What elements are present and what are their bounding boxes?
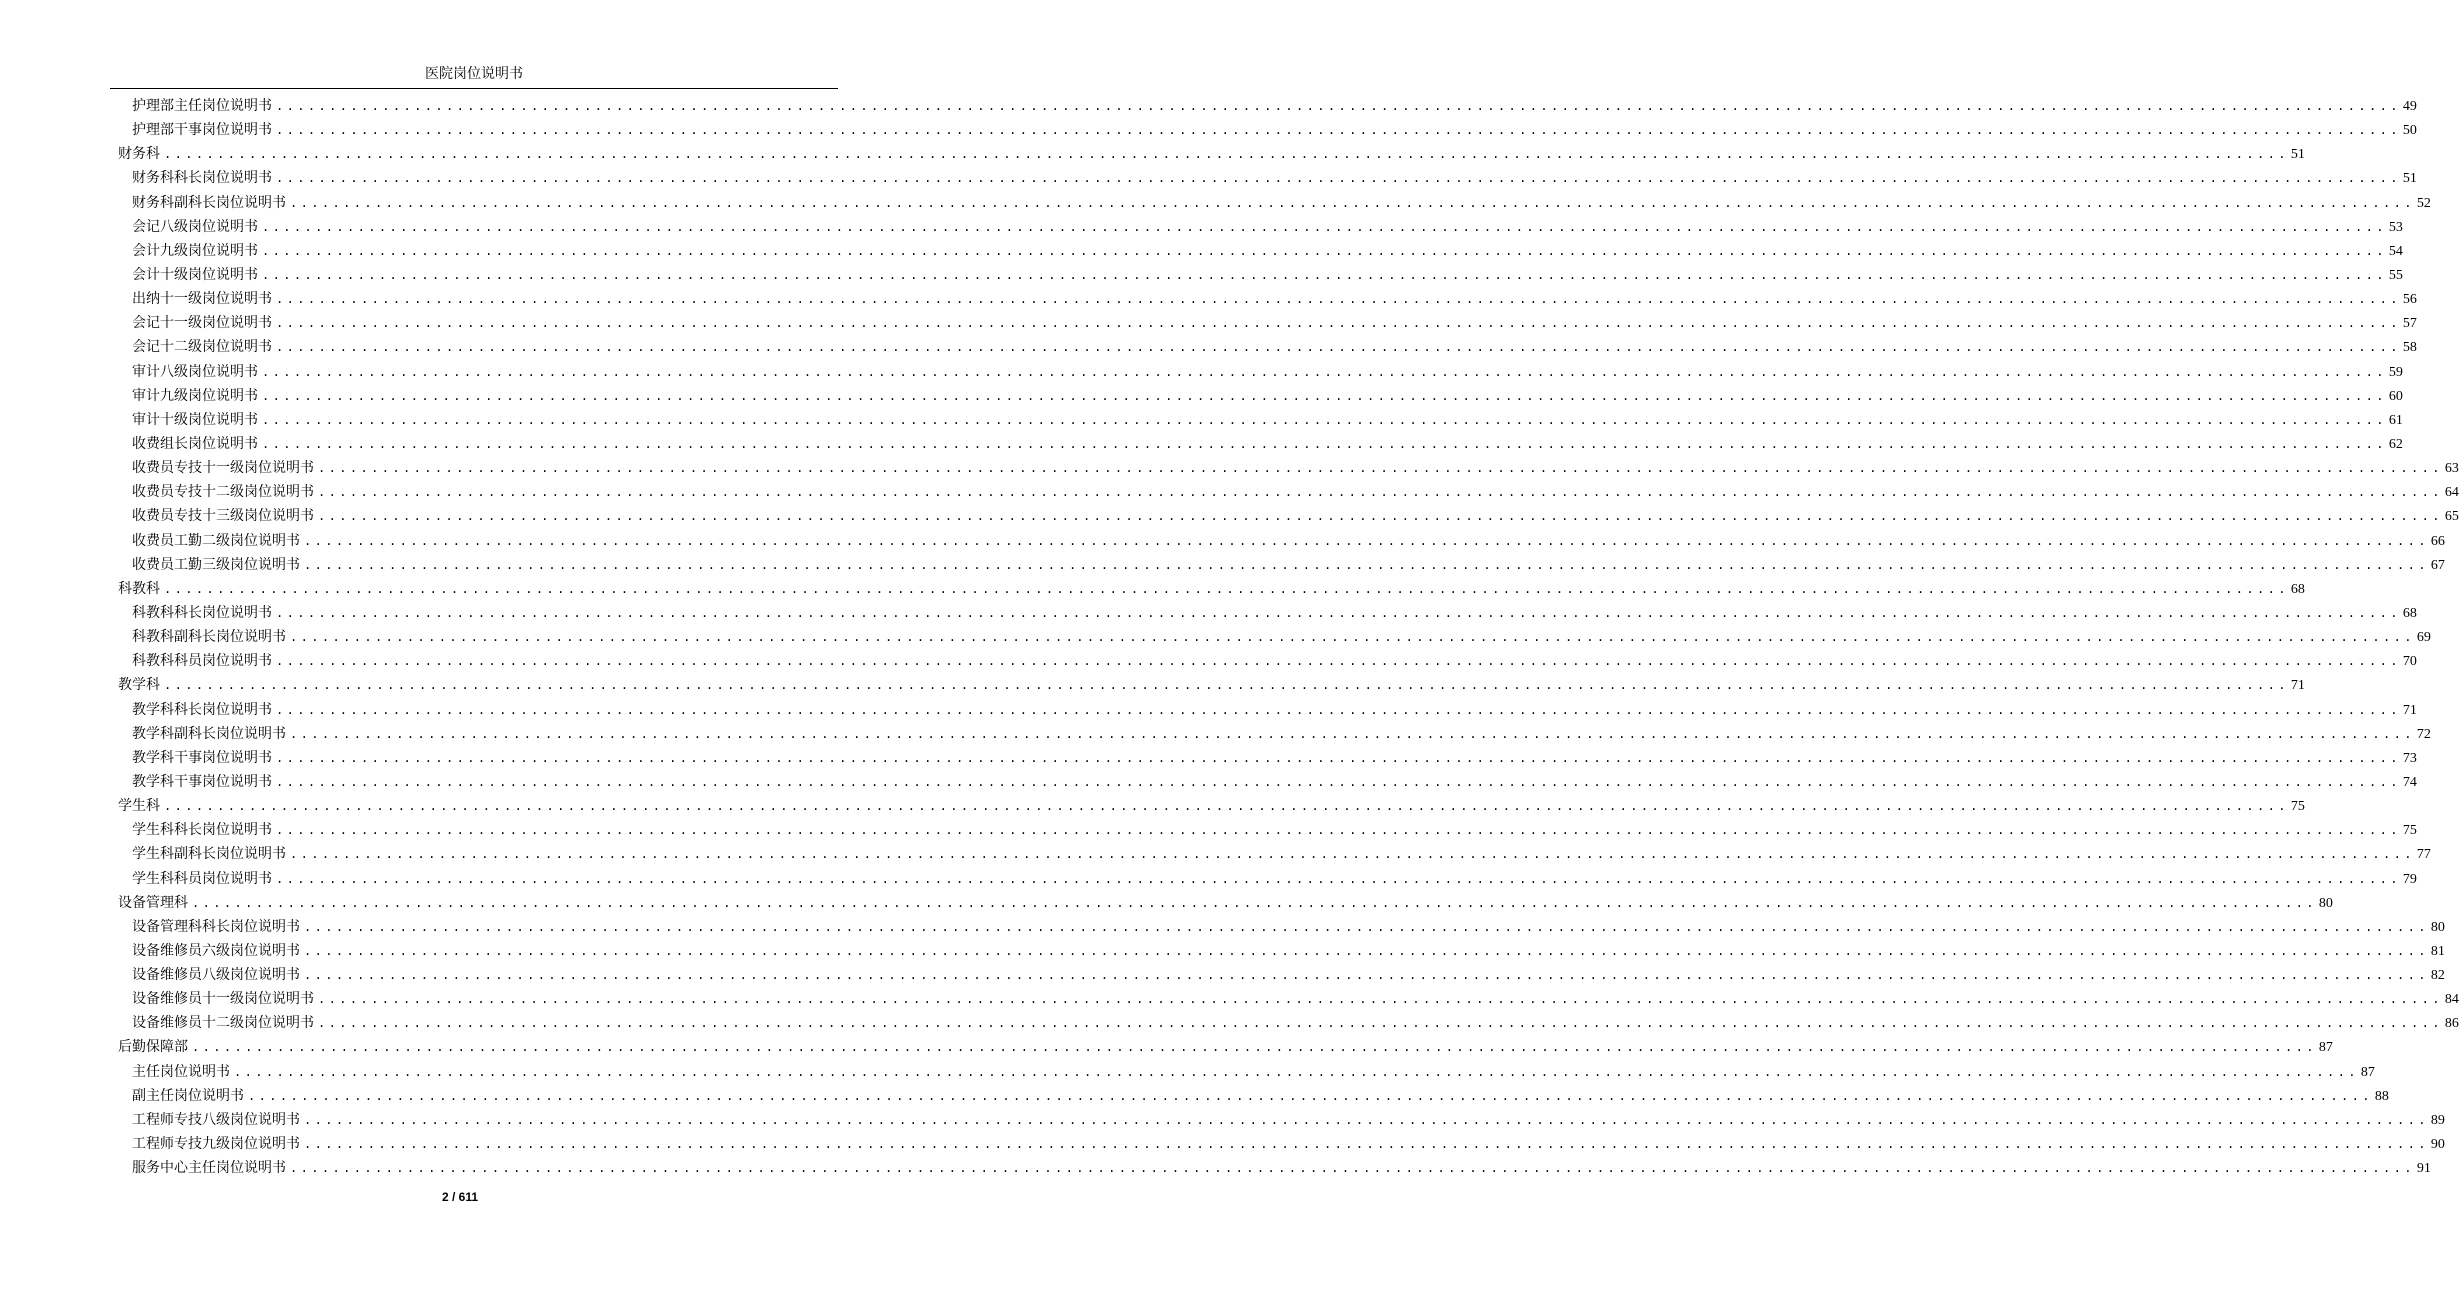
dot-leader: ........................................................................................................................................................................................................ — [164, 678, 2289, 693]
dot-leader: ........................................................................................................................................................................................................ — [164, 581, 2289, 596]
toc-section-entry[interactable] — [118, 794, 2305, 818]
dot-leader: ........................................................................................................................................................................................................ — [304, 943, 2429, 958]
dot-leader: ........................................................................................................................................................................................................ — [290, 1161, 2415, 1176]
toc-section-entry[interactable] — [118, 577, 2305, 601]
toc-entry-title: 学生科副科长岗位说明书 — [132, 846, 286, 863]
dot-leader: ........................................................................................................................................................................................................ — [248, 1088, 2373, 1103]
toc-entry-page-number: 52 — [2416, 195, 2431, 211]
toc-entry[interactable] — [118, 1060, 2375, 1084]
dot-leader: ........................................................................................................................................................................................................ — [276, 123, 2401, 138]
toc-entry-title: 收费组长岗位说明书 — [132, 435, 258, 452]
dot-leader: ........................................................................................................................................................................................................ — [276, 171, 2401, 186]
toc-section-entry[interactable] — [118, 1035, 2333, 1059]
toc-entry-page-number: 51 — [2290, 147, 2305, 163]
toc-entry-page-number: 87 — [2360, 1064, 2375, 1080]
toc-entry-page-number: 80 — [2318, 895, 2333, 911]
toc-entry-page-number: 57 — [2402, 316, 2417, 332]
toc-entry[interactable] — [118, 239, 2403, 263]
toc-entry-page-number: 54 — [2388, 243, 2403, 259]
toc-entry[interactable] — [118, 867, 2417, 891]
toc-entry[interactable] — [118, 432, 2403, 456]
toc-entry-page-number: 59 — [2388, 364, 2403, 380]
toc-entry-page-number: 80 — [2430, 919, 2445, 935]
running-header: 医院岗位说明书 — [425, 66, 523, 82]
toc-entry-page-number: 53 — [2388, 219, 2403, 235]
toc-entry-title: 会计十级岗位说明书 — [132, 266, 258, 283]
toc-entry[interactable] — [118, 191, 2431, 215]
toc-entry[interactable] — [118, 1132, 2445, 1156]
dot-leader: ........................................................................................................................................................................................................ — [276, 99, 2401, 113]
toc-entry-title: 工程师专技八级岗位说明书 — [132, 1111, 300, 1128]
toc-entry-page-number: 90 — [2430, 1137, 2445, 1153]
toc-entry-title: 会计九级岗位说明书 — [132, 242, 258, 259]
toc-entry-title: 收费员专技十一级岗位说明书 — [132, 460, 314, 477]
dot-leader: ........................................................................................................................................................................................................ — [262, 243, 2387, 258]
toc-entry[interactable] — [118, 504, 2459, 528]
toc-entry-page-number: 84 — [2444, 992, 2459, 1008]
toc-entry-page-number: 91 — [2416, 1161, 2431, 1177]
toc-entry-page-number: 66 — [2430, 533, 2445, 549]
toc-entry[interactable] — [118, 335, 2417, 359]
toc-entry[interactable] — [118, 746, 2417, 770]
toc-entry[interactable] — [118, 529, 2445, 553]
toc-entry-title: 设备维修员十一级岗位说明书 — [132, 991, 314, 1008]
toc-entry-page-number: 68 — [2290, 581, 2305, 597]
dot-leader: ........................................................................................................................................................................................................ — [262, 412, 2387, 427]
toc-entry-page-number: 64 — [2444, 485, 2459, 501]
toc-entry[interactable] — [118, 698, 2417, 722]
toc-entry-title: 设备维修员八级岗位说明书 — [132, 967, 300, 984]
toc-entry-title: 科教科科员岗位说明书 — [132, 653, 272, 670]
dot-leader: ........................................................................................................................................................................................................ — [262, 436, 2387, 451]
toc-entry-title: 服务中心主任岗位说明书 — [132, 1160, 286, 1177]
toc-entry[interactable] — [118, 384, 2403, 408]
table-of-contents — [118, 94, 2459, 1180]
toc-entry-page-number: 63 — [2444, 461, 2459, 477]
toc-entry[interactable] — [118, 166, 2417, 190]
toc-entry-title: 工程师专技九级岗位说明书 — [132, 1136, 300, 1153]
toc-entry-page-number: 51 — [2402, 171, 2417, 187]
dot-leader: ........................................................................................................................................................................................................ — [290, 726, 2415, 741]
dot-leader: ........................................................................................................................................................................................................ — [304, 1112, 2429, 1127]
toc-entry-page-number: 88 — [2374, 1088, 2389, 1104]
toc-entry[interactable] — [118, 1011, 2459, 1035]
dot-leader: ........................................................................................................................................................................................................ — [290, 195, 2415, 210]
toc-entry-title: 财务科科长岗位说明书 — [132, 170, 272, 187]
dot-leader: ........................................................................................................................................................................................................ — [262, 267, 2387, 282]
toc-entry[interactable] — [118, 770, 2417, 794]
dot-leader: ........................................................................................................................................................................................................ — [290, 630, 2415, 645]
header-rule — [110, 88, 838, 89]
toc-entry[interactable] — [118, 553, 2445, 577]
toc-section-entry[interactable] — [118, 673, 2305, 697]
toc-entry-title: 护理部主任岗位说明书 — [132, 98, 272, 114]
toc-entry-page-number: 82 — [2430, 968, 2445, 984]
toc-entry[interactable] — [118, 939, 2445, 963]
toc-entry-title: 会记八级岗位说明书 — [132, 218, 258, 235]
dot-leader: ........................................................................................................................................................................................................ — [304, 533, 2429, 548]
toc-entry-title: 教学科科长岗位说明书 — [132, 701, 272, 718]
dot-leader: ........................................................................................................................................................................................................ — [164, 799, 2289, 814]
dot-leader: ........................................................................................................................................................................................................ — [290, 847, 2415, 862]
toc-entry-page-number: 62 — [2388, 436, 2403, 452]
dot-leader: ........................................................................................................................................................................................................ — [276, 871, 2401, 886]
toc-entry-title: 教学科副科长岗位说明书 — [132, 725, 286, 742]
toc-entry[interactable] — [118, 649, 2417, 673]
toc-entry[interactable] — [118, 842, 2431, 866]
dot-leader: ........................................................................................................................................................................................................ — [276, 316, 2401, 331]
dot-leader: ........................................................................................................................................................................................................ — [276, 340, 2401, 355]
toc-entry-page-number: 81 — [2430, 943, 2445, 959]
toc-entry-title: 收费员专技十二级岗位说明书 — [132, 484, 314, 501]
toc-entry-page-number: 60 — [2388, 388, 2403, 404]
toc-entry-page-number: 72 — [2416, 726, 2431, 742]
toc-entry-page-number: 49 — [2402, 99, 2417, 114]
dot-leader: ........................................................................................................................................................................................................ — [262, 364, 2387, 379]
toc-entry-page-number: 79 — [2402, 871, 2417, 887]
toc-entry-page-number: 50 — [2402, 123, 2417, 139]
toc-entry[interactable] — [118, 1156, 2431, 1180]
toc-entry-title: 后勤保障部 — [118, 1039, 188, 1056]
toc-entry-page-number: 71 — [2290, 678, 2305, 694]
toc-entry[interactable] — [118, 1108, 2445, 1132]
dot-leader: ........................................................................................................................................................................................................ — [318, 1016, 2443, 1031]
dot-leader: ........................................................................................................................................................................................................ — [192, 1040, 2317, 1055]
toc-entry-page-number: 58 — [2402, 340, 2417, 356]
toc-entry-title: 主任岗位说明书 — [132, 1063, 230, 1080]
toc-section-entry[interactable] — [118, 891, 2333, 915]
dot-leader: ........................................................................................................................................................................................................ — [262, 219, 2387, 234]
toc-entry[interactable] — [118, 118, 2417, 142]
toc-entry-title: 教学科干事岗位说明书 — [132, 749, 272, 766]
toc-entry[interactable] — [118, 625, 2431, 649]
toc-entry-title: 审计九级岗位说明书 — [132, 387, 258, 404]
toc-entry[interactable] — [118, 287, 2417, 311]
dot-leader: ........................................................................................................................................................................................................ — [276, 654, 2401, 669]
toc-entry[interactable] — [118, 456, 2459, 480]
toc-entry-title: 科教科科长岗位说明书 — [132, 604, 272, 621]
toc-entry-page-number: 71 — [2402, 702, 2417, 718]
dot-leader: ........................................................................................................................................................................................................ — [318, 461, 2443, 476]
toc-section-entry[interactable] — [118, 142, 2305, 166]
toc-entry-title: 学生科 — [118, 798, 160, 815]
toc-entry-page-number: 61 — [2388, 412, 2403, 428]
dot-leader: ........................................................................................................................................................................................................ — [276, 823, 2401, 838]
toc-entry-page-number: 75 — [2290, 799, 2305, 815]
toc-entry[interactable] — [118, 480, 2459, 504]
toc-entry-title: 科教科 — [118, 580, 160, 597]
dot-leader: ........................................................................................................................................................................................................ — [318, 509, 2443, 524]
toc-entry-title: 教学科 — [118, 677, 160, 694]
dot-leader: ........................................................................................................................................................................................................ — [234, 1064, 2359, 1079]
toc-entry-title: 会记十二级岗位说明书 — [132, 339, 272, 356]
toc-entry-title: 设备管理科 — [118, 894, 188, 911]
dot-leader: ........................................................................................................................................................................................................ — [304, 919, 2429, 934]
toc-entry-page-number: 65 — [2444, 509, 2459, 525]
toc-entry-title: 科教科副科长岗位说明书 — [132, 629, 286, 646]
toc-entry[interactable] — [118, 408, 2403, 432]
toc-entry-page-number: 75 — [2402, 823, 2417, 839]
toc-entry-page-number: 67 — [2430, 557, 2445, 573]
dot-leader: ........................................................................................................................................................................................................ — [164, 147, 2289, 162]
toc-entry-page-number: 55 — [2388, 267, 2403, 283]
dot-leader: ........................................................................................................................................................................................................ — [276, 774, 2401, 789]
dot-leader: ........................................................................................................................................................................................................ — [276, 605, 2401, 620]
toc-entry-title: 收费员工勤三级岗位说明书 — [132, 556, 300, 573]
toc-entry[interactable] — [118, 94, 2417, 118]
toc-entry[interactable] — [118, 601, 2417, 625]
toc-entry[interactable] — [118, 987, 2459, 1011]
toc-entry[interactable] — [118, 215, 2403, 239]
dot-leader: ........................................................................................................................................................................................................ — [192, 895, 2317, 910]
dot-leader: ........................................................................................................................................................................................................ — [318, 992, 2443, 1007]
toc-entry-page-number: 69 — [2416, 630, 2431, 646]
toc-entry[interactable] — [118, 722, 2431, 746]
toc-entry-page-number: 89 — [2430, 1112, 2445, 1128]
dot-leader: ........................................................................................................................................................................................................ — [304, 1137, 2429, 1152]
toc-entry-title: 学生科科长岗位说明书 — [132, 822, 272, 839]
dot-leader: ........................................................................................................................................................................................................ — [276, 292, 2401, 307]
toc-entry-title: 收费员工勤二级岗位说明书 — [132, 532, 300, 549]
dot-leader: ........................................................................................................................................................................................................ — [304, 557, 2429, 572]
toc-entry-title: 审计十级岗位说明书 — [132, 411, 258, 428]
toc-entry[interactable] — [118, 311, 2417, 335]
dot-leader: ........................................................................................................................................................................................................ — [276, 750, 2401, 765]
toc-entry-title: 审计八级岗位说明书 — [132, 363, 258, 380]
page-number-footer: 2 / 611 — [441, 1190, 479, 1204]
dot-leader: ........................................................................................................................................................................................................ — [318, 485, 2443, 500]
toc-entry-page-number: 77 — [2416, 847, 2431, 863]
toc-entry-page-number: 74 — [2402, 774, 2417, 790]
toc-entry-page-number: 73 — [2402, 750, 2417, 766]
dot-leader: ........................................................................................................................................................................................................ — [262, 388, 2387, 403]
toc-entry-title: 护理部干事岗位说明书 — [132, 122, 272, 139]
toc-entry[interactable] — [118, 915, 2445, 939]
toc-entry-title: 财务科 — [118, 146, 160, 163]
toc-entry-title: 收费员专技十三级岗位说明书 — [132, 508, 314, 525]
toc-entry-title: 教学科干事岗位说明书 — [132, 773, 272, 790]
toc-entry[interactable] — [118, 1084, 2389, 1108]
toc-entry-title: 副主任岗位说明书 — [132, 1087, 244, 1104]
toc-entry-title: 学生科科员岗位说明书 — [132, 870, 272, 887]
toc-entry-title: 设备维修员十二级岗位说明书 — [132, 1015, 314, 1032]
dot-leader: ........................................................................................................................................................................................................ — [304, 968, 2429, 983]
toc-entry-page-number: 87 — [2318, 1040, 2333, 1056]
toc-entry-page-number: 70 — [2402, 654, 2417, 670]
toc-entry[interactable] — [118, 263, 2403, 287]
toc-entry-page-number: 86 — [2444, 1016, 2459, 1032]
toc-entry[interactable] — [118, 818, 2417, 842]
toc-entry-title: 财务科副科长岗位说明书 — [132, 194, 286, 211]
toc-entry-title: 设备管理科科长岗位说明书 — [132, 918, 300, 935]
toc-entry-title: 会记十一级岗位说明书 — [132, 315, 272, 332]
toc-entry[interactable] — [118, 360, 2403, 384]
toc-entry-title: 设备维修员六级岗位说明书 — [132, 942, 300, 959]
dot-leader: ........................................................................................................................................................................................................ — [276, 702, 2401, 717]
toc-entry[interactable] — [118, 963, 2445, 987]
toc-entry-title: 出纳十一级岗位说明书 — [132, 291, 272, 308]
toc-entry-page-number: 56 — [2402, 292, 2417, 308]
toc-entry-page-number: 68 — [2402, 605, 2417, 621]
